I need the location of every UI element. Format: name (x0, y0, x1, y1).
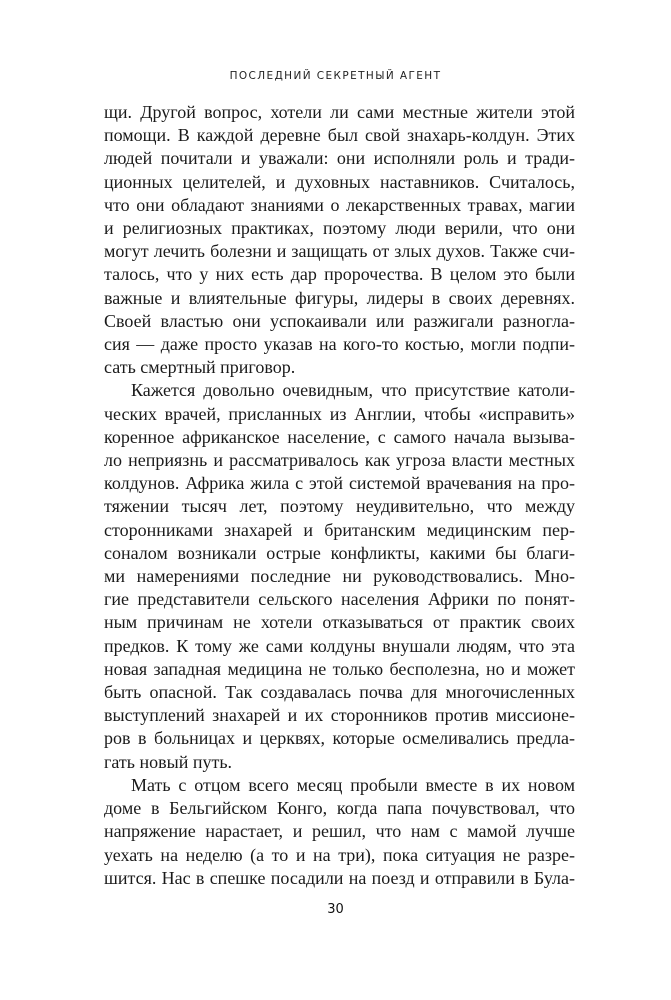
text-line: людей почитали и уважали: они исполняли роль и тради- (104, 148, 575, 169)
text-line: ло неприязнь и рассматривалось как угроза власти местных (104, 450, 575, 471)
text-line: важные и влиятельные фигуры, лидеры в своих деревнях. (104, 287, 575, 308)
text-line: тяжении тысяч лет, поэтому неудивительно, что между (104, 496, 575, 517)
text-line: гать новый путь. (104, 751, 233, 772)
text-line: колдунов. Африка жила с этой системой врачевания на про- (104, 473, 575, 494)
text-line: выступлений знахарей и их сторонников против миссионе- (104, 705, 575, 726)
text-line: Мать с отцом всего месяц пробыли вместе в их новом (131, 774, 575, 795)
text-line: сторонниками знахарей и британским медицинским пер- (104, 519, 575, 540)
text-line: ным причинам не хотели отказываться от практик своих (104, 612, 575, 633)
text-line: новая западная медицина не только бесполезна, но и может (104, 658, 575, 679)
page-number: 30 (327, 902, 344, 917)
running-head: ПОСЛЕДНИЙ СЕКРЕТНЫЙ АГЕНТ (229, 70, 442, 82)
text-line: и религиозных практиках, поэтому люди верили, что они (104, 218, 575, 239)
text-line: Своей властью они успокаивали или разжигали разногла- (104, 310, 575, 331)
text-line: ционных целителей, и духовных наставников. Считалось, (104, 171, 575, 192)
paragraph-1 (104, 101, 575, 379)
paragraph-3 (104, 774, 575, 890)
text-line: сать смертный приговор. (104, 357, 296, 378)
text-line: щи. Другой вопрос, хотели ли сами местные жители этой (104, 102, 575, 122)
text-line: шится. Нас в спешке посадили на поезд и отправили в Була- (104, 867, 575, 888)
text-line: ров в больницах и церквях, которые осмеливались предла- (104, 728, 575, 749)
text-line: помощи. В каждой деревне был свой знахарь-колдун. Этих (104, 125, 575, 146)
body-text (104, 101, 575, 890)
text-line: гие представители сельского населения Африки по понят- (104, 589, 575, 610)
text-line: Кажется довольно очевидным, что присутствие католи- (131, 380, 575, 401)
text-line: ческих врачей, присланных из Англии, чтобы «исправить» (104, 403, 575, 424)
text-line: напряжение нарастает, и решил, что нам с мамой лучше (104, 821, 575, 842)
text-line: уехать на неделю (а то и на три), пока ситуация не разре- (104, 844, 575, 865)
text-line: быть опасной. Так создавалась почва для многочисленных (104, 682, 575, 703)
text-line: талось, что у них есть дар пророчества. В целом это были (104, 264, 575, 285)
text-line: сия — даже просто указав на кого-то костью, могли подпи- (104, 334, 575, 355)
text-line: доме в Бельгийском Конго, когда папа почувствовал, что (104, 798, 575, 819)
text-line: что они обладают знаниями о лекарственных травах, магии (104, 194, 575, 215)
text-line: могут лечить болезни и защищать от злых духов. Также счи- (104, 241, 575, 262)
text-line: предков. К тому же сами колдуны внушали людям, что эта (104, 635, 575, 656)
text-line: коренное африканское население, с самого начала вызыва- (104, 426, 575, 447)
paragraph-2 (104, 379, 575, 773)
text-line: соналом возникали острые конфликты, какими бы благи- (104, 542, 575, 563)
text-line: ми намерениями последние ни руководствовались. Мно- (104, 566, 575, 587)
